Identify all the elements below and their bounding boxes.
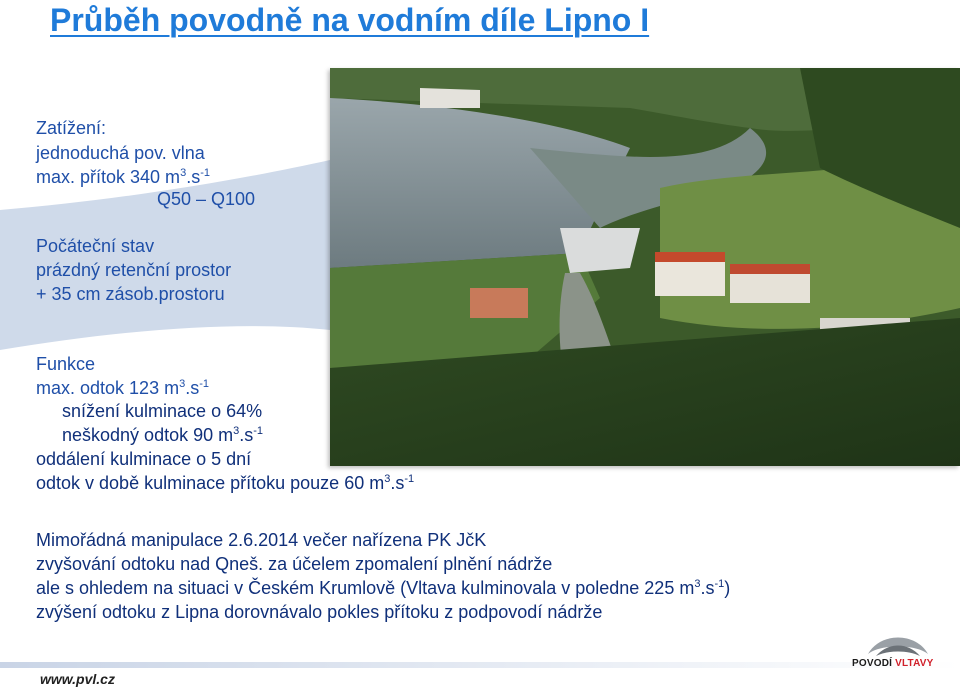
footer-url-link[interactable]: www.pvl.cz	[40, 671, 115, 687]
page-title: Průběh povodně na vodním díle Lipno I	[50, 2, 650, 38]
function-label: Funkce	[36, 354, 96, 374]
culmination-delay: oddálení kulminace o 5 dní	[36, 449, 252, 469]
culmination-reduction: snížení kulminace o 64%	[62, 401, 263, 421]
footer-divider	[0, 662, 960, 668]
manipulation-line-3: ale s ohledem na situaci v Českém Krumlově (Vltava kulminovala v poledne 225 $m^3.s^{-1}$)	[36, 578, 731, 598]
storage-level: + 35 cm zásob.prostoru	[36, 284, 225, 304]
max-outflow: max. odtok 123 $m^3.s^{-1}$	[36, 378, 209, 398]
outflow-during-peak: odtok v době kulminace přítoku pouze 60 $m^3.s^{-1}$	[36, 473, 415, 493]
max-inflow: max. přítok 340 $m^3.s^{-1}$	[36, 167, 210, 187]
manipulation-line-1: Mimořádná manipulace 2.6.2014 večer nařízena PK JčK	[36, 530, 487, 550]
q-range: Q50 – Q100	[157, 189, 256, 209]
zatizeni-label: Zatížení:	[36, 118, 107, 138]
dam-aerial-photo	[330, 68, 960, 466]
wave-type: jednoduchá pov. vlna	[36, 143, 205, 163]
harmless-outflow: neškodný odtok 90 $m^3.s^{-1}$	[62, 425, 264, 445]
manipulation-line-2: zvyšování odtoku nad Qneš. za účelem zpomalení plnění nádrže	[36, 554, 553, 574]
logo-text: POVODÍ VLTAVY	[852, 658, 934, 669]
manipulation-line-4: zvýšení odtoku z Lipna dorovnávalo pokles přítoku z podpovodí nádrže	[36, 602, 603, 622]
retention-space: prázdný retenční prostor	[36, 260, 232, 280]
initial-state-label: Počáteční stav	[36, 236, 155, 256]
